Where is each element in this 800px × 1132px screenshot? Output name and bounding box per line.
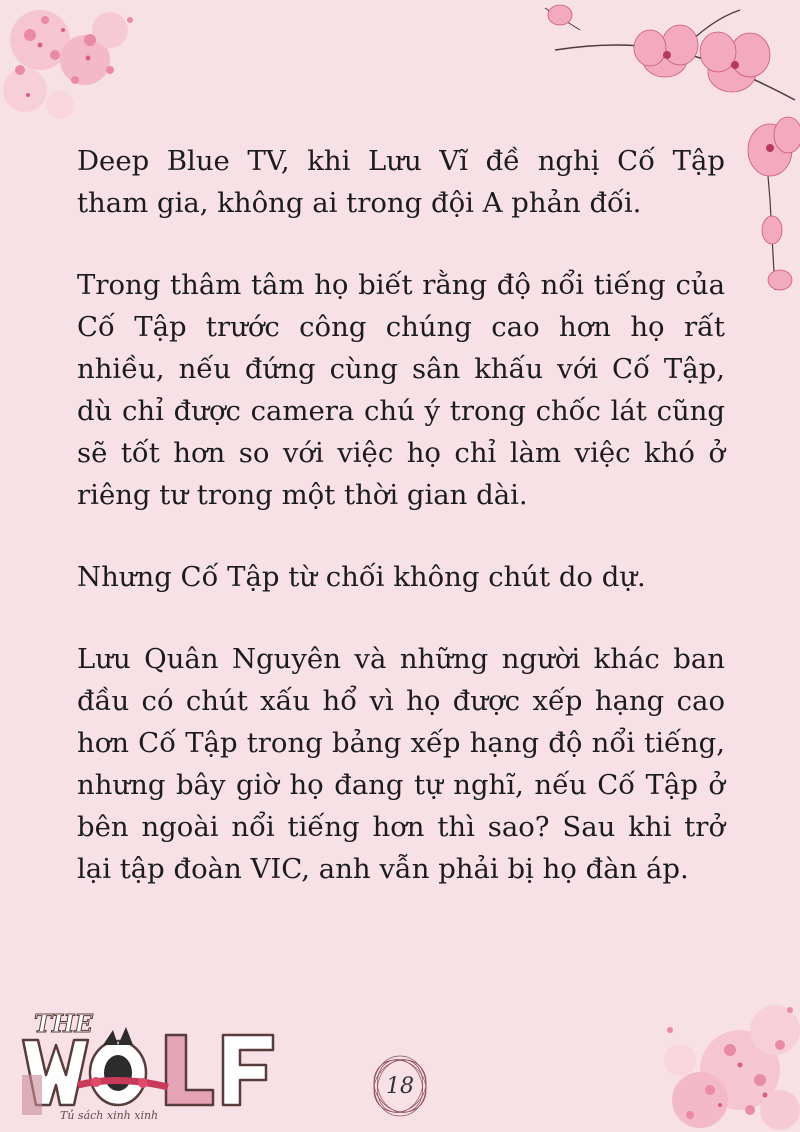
the-wolf-logo <box>18 1005 288 1130</box>
chapter-text <box>77 140 725 930</box>
logo-the-text: THE <box>34 1009 93 1038</box>
paragraph-2: Trong thâm tâm họ biết rằng độ nổi tiếng của Cố Tập trước công chúng cao hơn họ rất nhiều, nếu đứng cùng sân khấu với Cố Tập, dù chỉ được camera chú ý trong chốc lát cũng sẽ tốt hơn so với việc họ chỉ làm việc khó ở riêng tư trong một thời gian dài. <box>77 269 725 511</box>
logo-tagline: Tủ sách xinh xinh <box>60 1109 159 1122</box>
bottom-right-blossom-decoration <box>640 990 800 1132</box>
paragraph-1: Deep Blue TV, khi Lưu Vĩ đề nghị Cố Tập tham gia, không ai trong đội A phản đối. <box>77 145 725 219</box>
page-number-ornament <box>368 1051 432 1121</box>
page-number: 18 <box>386 1073 414 1099</box>
paragraph-3: Nhưng Cố Tập từ chối không chút do dự. <box>77 561 646 593</box>
top-left-blossom-decoration <box>0 0 160 140</box>
paragraph-4: Lưu Quân Nguyên và những người khác ban đầu có chút xấu hổ vì họ được xếp hạng cao hơn Cố Tập trong bảng xếp hạng độ nổi tiếng, nhưng bây giờ họ đang tự nghĩ, nếu Cố Tập ở bên ngoài nổi tiếng hơn thì sao? Sau khi trở lại tập đoàn VIC, anh vẫn phải bị họ đàn áp. <box>77 643 725 885</box>
